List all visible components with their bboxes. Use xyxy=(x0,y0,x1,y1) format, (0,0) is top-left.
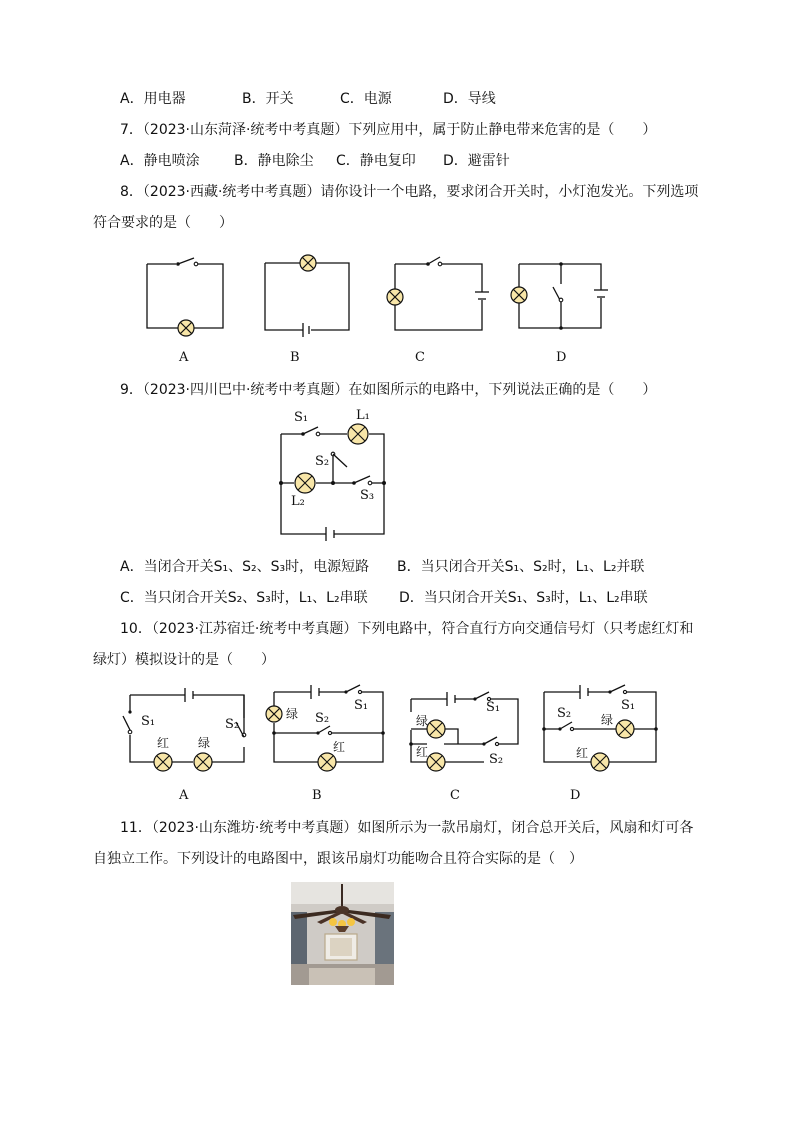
q6-option-b: B．开关 xyxy=(242,91,294,107)
q10-stem-line1: 10．（2023·江苏宿迁·统考中考真题）下列电路中，符合直行方向交通信号灯（只考虑红灯和 xyxy=(120,621,694,637)
q10c-label-green: 绿 xyxy=(416,714,429,728)
q8-circuit-b xyxy=(265,255,349,337)
q7-stem: 7．（2023·山东菏泽·统考中考真题）下列应用中，属于防止静电带来危害的是（ ） xyxy=(120,122,657,138)
q10b-label-s2: S₂ xyxy=(315,711,330,726)
q9-option-d: D．当只闭合开关S₁、S₃时，L₁、L₂串联 xyxy=(399,590,648,606)
q6-option-a: A．用电器 xyxy=(120,91,186,107)
q9-label-s2: S₂ xyxy=(315,454,330,469)
ceiling-fan-illustration xyxy=(291,882,394,985)
ceiling-fan-photo xyxy=(291,882,394,985)
q9-circuit xyxy=(279,424,386,541)
q9-option-a: A．当闭合开关S₁、S₂、S₃时，电源短路 xyxy=(120,559,370,575)
q8-label-d: D xyxy=(556,350,567,365)
q8-stem-line2: 符合要求的是（ ） xyxy=(93,215,233,231)
q7-option-a: A．静电喷涂 xyxy=(120,153,200,169)
q9-label-l1: L₁ xyxy=(356,408,370,423)
q10d-label-s1: S₁ xyxy=(621,698,636,713)
q10a-label-red: 红 xyxy=(157,736,170,750)
q10a-label-s2: S₂ xyxy=(225,717,240,732)
q11-stem-line1: 11．（2023·山东潍坊·统考中考真题）如图所示为一款吊扇灯，闭合总开关后，风扇和灯可各 xyxy=(120,820,694,836)
q8-stem-line1: 8．（2023·西藏·统考中考真题）请你设计一个电路，要求闭合开关时，小灯泡发光。下列选项 xyxy=(120,184,699,200)
q10d-label-green: 绿 xyxy=(601,713,614,727)
q9-label-s1: S₁ xyxy=(294,410,309,425)
q6-option-c: C．电源 xyxy=(340,91,392,107)
q8-circuit-d xyxy=(511,262,608,330)
q8-circuit-c xyxy=(387,257,489,330)
q10c-label-red: 红 xyxy=(416,745,429,759)
q11-stem-line2: 自独立工作。下列设计的电路图中，跟该吊扇灯功能吻合且符合实际的是（ ） xyxy=(93,851,583,867)
q10b-label-green: 绿 xyxy=(286,707,299,721)
q9-stem: 9．（2023·四川巴中·统考中考真题）在如图所示的电路中，下列说法正确的是（ ） xyxy=(120,382,657,398)
q10-label-a: A xyxy=(179,788,189,803)
q10c-label-s1: S₁ xyxy=(486,700,501,715)
q8-label-c: C xyxy=(415,350,425,365)
q10-circuit-d xyxy=(542,685,658,771)
q10d-label-s2: S₂ xyxy=(557,706,572,721)
q9-option-b: B．当只闭合开关S₁、S₂时，L₁、L₂并联 xyxy=(397,559,645,575)
q9-label-l2: L₂ xyxy=(291,494,305,509)
q10b-label-s1: S₁ xyxy=(354,698,369,713)
q9-option-c: C．当只闭合开关S₂、S₃时，L₁、L₂串联 xyxy=(120,590,368,606)
q10-label-c: C xyxy=(450,788,460,803)
q9-label-s3: S₃ xyxy=(360,488,375,503)
q8-circuit-a xyxy=(147,258,223,336)
q10-label-b: B xyxy=(312,788,322,803)
q7-option-d: D．避雷针 xyxy=(443,153,510,169)
q10d-label-red: 红 xyxy=(576,746,589,760)
q10a-label-green: 绿 xyxy=(198,736,211,750)
q8-label-b: B xyxy=(290,350,300,365)
q10b-label-red: 红 xyxy=(333,740,346,754)
q10c-label-s2: S₂ xyxy=(489,752,504,767)
q10a-label-s1: S₁ xyxy=(141,714,156,729)
q10-label-d: D xyxy=(570,788,581,803)
q8-label-a: A xyxy=(179,350,189,365)
q7-option-b: B．静电除尘 xyxy=(234,153,314,169)
q7-option-c: C．静电复印 xyxy=(336,153,416,169)
q10-stem-line2: 绿灯）模拟设计的是（ ） xyxy=(93,652,275,668)
q6-option-d: D．导线 xyxy=(443,91,496,107)
